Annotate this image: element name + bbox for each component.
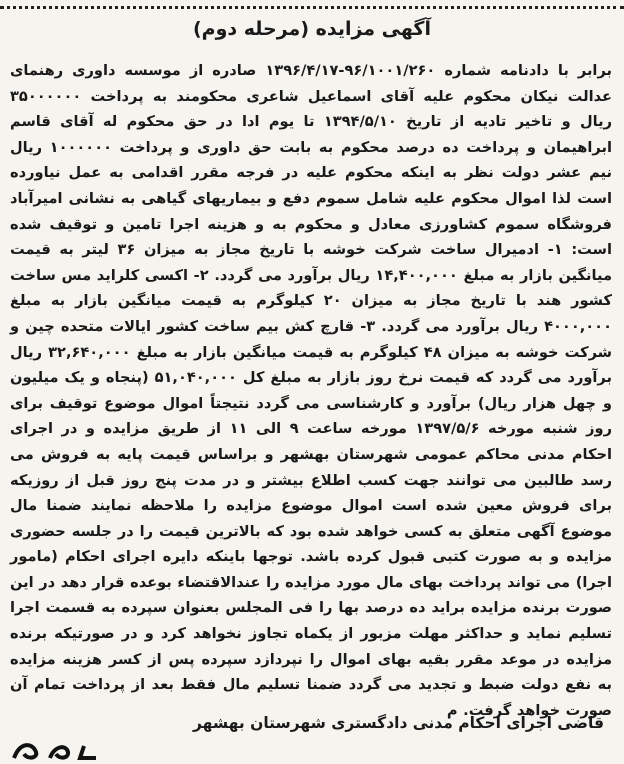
notice-signature: قاضی اجرای احکام مدنی دادگستری شهرستان بهشهر <box>193 714 604 732</box>
top-dotted-divider <box>0 6 624 9</box>
notice-title: آگهی مزایده (مرحله دوم) <box>192 18 431 40</box>
notice-body: برابر با دادنامه شماره ۹۶/۱۰۰۱/۲۶۰-۱۳۹۶/۴/۱۷ صادره از موسسه داوری رهنمای عدالت نیکان محکوم علیه آقای اسماعیل شاعری محکومند به پرداخت ۳۵۰۰۰۰۰۰ ریال و تاخیر تادیه از تاریخ ۱۳۹۴/۵/۱۰ تا یوم ادا در حق محکوم له آقای قاسم ابراهیمان و پرداخت ده درصد محکوم به بابت حق داوری و پرداخت ۱۰۰۰۰۰۰ ریال نیم عشر دولت نظر به اینکه محکوم علیه در فرجه مقرر اقدامی به عمل نیاورده است لذا اموال محکوم علیه شامل سموم دفع و بیماریهای گیاهی به نشانی امیرآباد فروشگاه سموم کشاورزی معادل و محکوم به و هزینه اجرا تامین و توقیف شده است: ۱- ادمیرال ساخت شرکت خوشه با تاریخ مجاز به میزان ۳۶ لیتر به قیمت میانگین بازار به مبلغ ۱۴,۴۰۰,۰۰۰ ریال برآورد می گردد. ۲- اکسی کلراید مس ساخت کشور هند با تاریخ مجاز به میزان ۲۰ کیلوگرم به قیمت میانگین بازار به مبلغ ۴۰۰۰,۰۰۰ ریال برآورد می گردد. ۳- قارچ کش بیم ساخت کشور ایالات متحده چین و شرکت خوشه به میزان ۴۸ کیلوگرم به قیمت میانگین بازار به مبلغ ۳۲,۶۴۰,۰۰۰ ریال برآورد می گردد که قیمت نرخ روز بازار به مبلغ کل ۵۱,۰۴۰,۰۰۰ (پنجاه و یک میلیون و چهل هزار ریال) برآورد و کارشناسی می گردد نتیجتاً اموال موضوع توقیف برای روز شنبه مورخه ۱۳۹۷/۵/۶ مورخه ساعت ۹ الی ۱۱ از طریق مزایده و در اجرای احکام مدنی محاکم عمومی شهرستان بهشهر و براساس قیمت پایه به فروش می رسد طالبین می توانند جهت کسب اطلاع بیشتر و در مدت پنج روز قبل از روزیکه برای فروش معین شده است اموال موضوع مزایده را ملاحظه نمایند ضمنا مال موضوع آگهی متعلق به کسی خواهد شده بود که بالاترین قیمت را در جلسه حضوری مزایده و به صورت کتبی قبول کرده باشد. توجها باینکه دایره اجرای احکام (مامور اجرا) می تواند پرداخت بهای مال مورد مزایده را عندالاقتضاء بوعده قرار دهد در این صورت برنده مزایده براید ده درصد بها را فی المجلس بعنوان سپرده به قسمت اجرا تسلیم نماید و حداکثر مهلت مزبور از یکماه تجاوز نخواهد کرد و در صورتیکه برنده مزایده در موعد مقرر بقیه بهای اموال را نپردازد سپرده پس از کسر هزینه مزایده به نفع دولت ضبط و تجدید می گردد ضمنا تسلیم مال فقط بعد از پرداخت تمام آن صورت خواهد گرفت. م <box>10 62 613 719</box>
handwritten-mark <box>6 738 126 762</box>
